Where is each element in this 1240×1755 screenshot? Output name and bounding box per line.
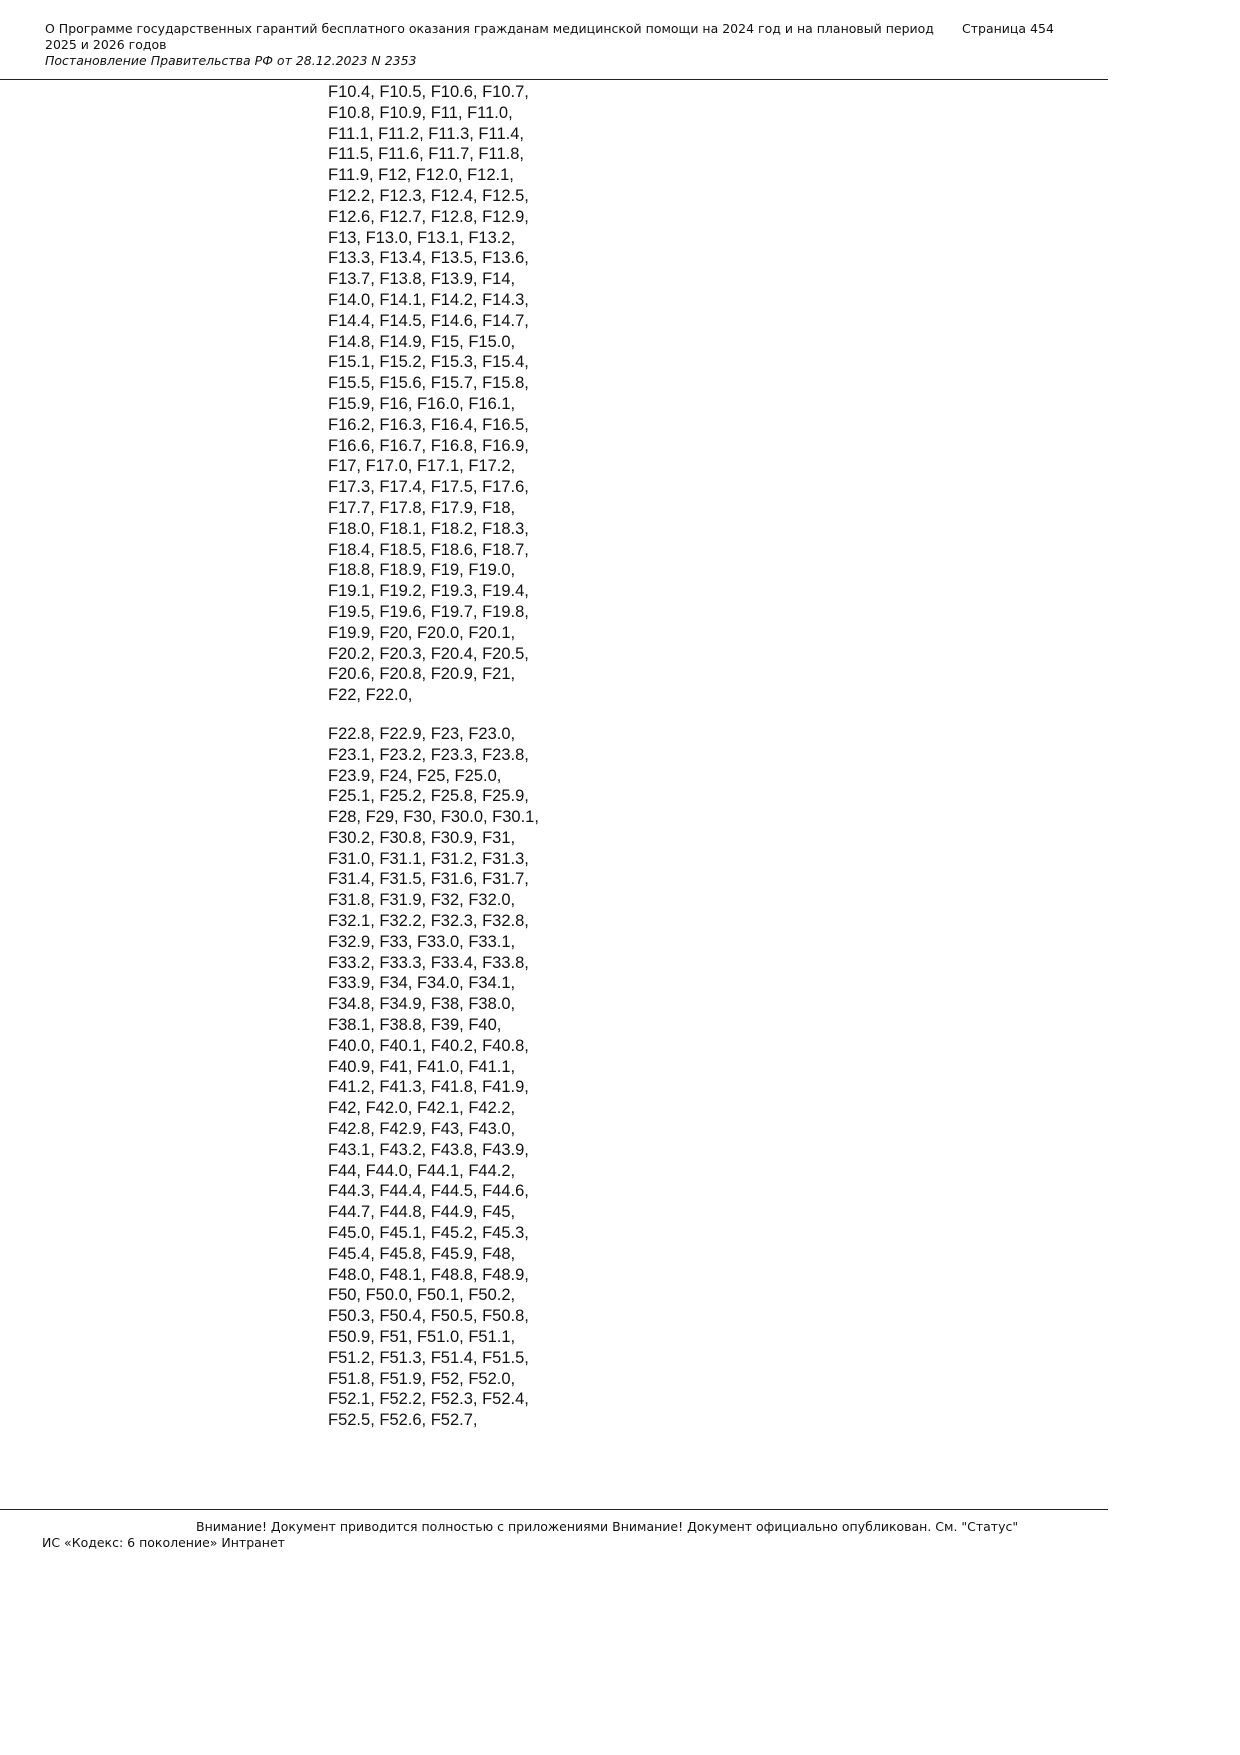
code-line: F13.3, F13.4, F13.5, F13.6,: [328, 249, 529, 268]
code-line: F31.0, F31.1, F31.2, F31.3,: [328, 849, 529, 868]
code-line: F11.9, F12, F12.0, F12.1,: [328, 166, 514, 185]
code-line: F51.8, F51.9, F52, F52.0,: [328, 1369, 516, 1388]
code-line: F44, F44.0, F44.1, F44.2,: [328, 1161, 516, 1180]
code-line: F16.6, F16.7, F16.8, F16.9,: [328, 436, 529, 455]
code-line: F10.4, F10.5, F10.6, F10.7,: [328, 83, 529, 101]
page-number: Страница 454: [962, 21, 1054, 36]
code-line: F31.8, F31.9, F32, F32.0,: [328, 891, 516, 910]
code-line: F16.2, F16.3, F16.4, F16.5,: [328, 415, 529, 434]
code-line: F42, F42.0, F42.1, F42.2,: [328, 1099, 516, 1118]
code-line: F48.0, F48.1, F48.8, F48.9,: [328, 1265, 529, 1284]
code-line: F17.3, F17.4, F17.5, F17.6,: [328, 478, 529, 497]
code-line: F15.1, F15.2, F15.3, F15.4,: [328, 353, 529, 372]
code-line: F52.5, F52.6, F52.7,: [328, 1411, 478, 1430]
code-line: F14.0, F14.1, F14.2, F14.3,: [328, 290, 529, 309]
code-line: F43.1, F43.2, F43.8, F43.9,: [328, 1140, 529, 1159]
code-line: F12.6, F12.7, F12.8, F12.9,: [328, 207, 529, 226]
code-line: F23.9, F24, F25, F25.0,: [328, 766, 502, 785]
footer-system-name: ИС «Кодекс: 6 поколение» Интранет: [42, 1535, 285, 1550]
code-line: F18.4, F18.5, F18.6, F18.7,: [328, 540, 529, 559]
code-line: F10.8, F10.9, F11, F11.0,: [328, 103, 513, 122]
icd-code-list: [328, 82, 588, 1431]
code-line: F14.4, F14.5, F14.6, F14.7,: [328, 311, 529, 330]
code-line: F33.9, F34, F34.0, F34.1,: [328, 974, 516, 993]
document-title: О Программе государственных гарантий бесплатного оказания гражданам медицинской помощи на 2024 год и на плановый период 2025 и 2026 годов: [45, 21, 934, 52]
code-line: F17.7, F17.8, F17.9, F18,: [328, 498, 516, 517]
code-line: F22.8, F22.9, F23, F23.0,: [328, 724, 516, 743]
footer-notice: Внимание! Документ приводится полностью с приложениями Внимание! Документ официально опубликован. См. "Статус": [196, 1519, 1019, 1534]
code-line: F34.8, F34.9, F38, F38.0,: [328, 995, 516, 1014]
code-line: F20.2, F20.3, F20.4, F20.5,: [328, 644, 529, 663]
code-line: F45.0, F45.1, F45.2, F45.3,: [328, 1224, 529, 1243]
code-line: F19.9, F20, F20.0, F20.1,: [328, 623, 516, 642]
code-line: F51.2, F51.3, F51.4, F51.5,: [328, 1348, 529, 1367]
code-line: F33.2, F33.3, F33.4, F33.8,: [328, 953, 529, 972]
code-line: F14.8, F14.9, F15, F15.0,: [328, 332, 516, 351]
code-line: F15.9, F16, F16.0, F16.1,: [328, 394, 516, 413]
decree-reference: Постановление Правительства РФ от 28.12.2023 N 2353: [45, 53, 417, 68]
code-line: F44.7, F44.8, F44.9, F45,: [328, 1203, 516, 1222]
code-line: F11.1, F11.2, F11.3, F11.4,: [328, 124, 524, 143]
code-line: F38.1, F38.8, F39, F40,: [328, 1016, 502, 1035]
page-header: [0, 0, 1108, 80]
code-line: F31.4, F31.5, F31.6, F31.7,: [328, 870, 529, 889]
code-line: F40.0, F40.1, F40.2, F40.8,: [328, 1036, 529, 1055]
code-line: F25.1, F25.2, F25.8, F25.9,: [328, 787, 529, 806]
code-line: F19.1, F19.2, F19.3, F19.4,: [328, 582, 529, 601]
code-block-1: [328, 82, 588, 706]
code-line: F28, F29, F30, F30.0, F30.1,: [328, 808, 539, 827]
code-line: F50, F50.0, F50.1, F50.2,: [328, 1286, 516, 1305]
code-line: F32.9, F33, F33.0, F33.1,: [328, 932, 516, 951]
code-line: F44.3, F44.4, F44.5, F44.6,: [328, 1182, 529, 1201]
footer-divider: [0, 1509, 1108, 1510]
code-line: F22, F22.0,: [328, 686, 413, 705]
code-line: F40.9, F41, F41.0, F41.1,: [328, 1057, 516, 1076]
code-line: F50.9, F51, F51.0, F51.1,: [328, 1328, 516, 1347]
code-line: F11.5, F11.6, F11.7, F11.8,: [328, 145, 524, 164]
code-line: F45.4, F45.8, F45.9, F48,: [328, 1244, 516, 1263]
code-line: F18.8, F18.9, F19, F19.0,: [328, 561, 516, 580]
code-line: F13, F13.0, F13.1, F13.2,: [328, 228, 516, 247]
code-line: F15.5, F15.6, F15.7, F15.8,: [328, 374, 529, 393]
code-line: F52.1, F52.2, F52.3, F52.4,: [328, 1390, 529, 1409]
code-line: F20.6, F20.8, F20.9, F21,: [328, 665, 516, 684]
code-line: F41.2, F41.3, F41.8, F41.9,: [328, 1078, 529, 1097]
block-gap: [328, 706, 588, 724]
code-line: F50.3, F50.4, F50.5, F50.8,: [328, 1307, 529, 1326]
code-line: F19.5, F19.6, F19.7, F19.8,: [328, 602, 529, 621]
code-line: F42.8, F42.9, F43, F43.0,: [328, 1120, 516, 1139]
code-line: F32.1, F32.2, F32.3, F32.8,: [328, 912, 529, 931]
code-line: F18.0, F18.1, F18.2, F18.3,: [328, 519, 529, 538]
code-line: F23.1, F23.2, F23.3, F23.8,: [328, 745, 529, 764]
code-block-2: [328, 724, 588, 1431]
code-line: F13.7, F13.8, F13.9, F14,: [328, 270, 516, 289]
header-divider: [0, 79, 1108, 80]
code-line: F12.2, F12.3, F12.4, F12.5,: [328, 186, 529, 205]
code-line: F17, F17.0, F17.1, F17.2,: [328, 457, 516, 476]
code-line: F30.2, F30.8, F30.9, F31,: [328, 828, 516, 847]
